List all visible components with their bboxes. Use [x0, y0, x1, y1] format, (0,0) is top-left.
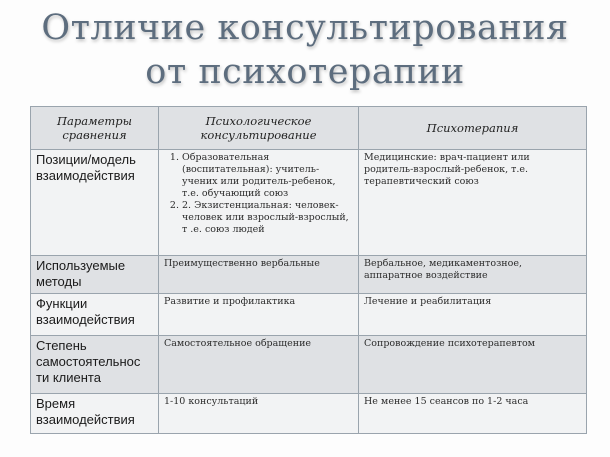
- comparison-table: [30, 106, 587, 434]
- list-item: 2. 2. Экзистенциальная: человек-человек или взрослый-взрослый, т .е. союз людей: [182, 200, 353, 236]
- row-psychotherapy: Вербальное, медикаментозное, аппаратное воздействие: [359, 256, 587, 294]
- list-item: 1. Образовательная (воспитательная): учитель-учених или родитель-ребенок, т.е. обучающий союз: [182, 152, 353, 200]
- table-row: [31, 394, 587, 434]
- row-consulting: Самостоятельное обращение: [159, 336, 359, 394]
- title-line-2: от психотерапии: [145, 52, 465, 92]
- row-psychotherapy: Сопровождение психотерапевтом: [359, 336, 587, 394]
- page-title: [0, 6, 610, 94]
- consulting-model-list: [164, 152, 353, 236]
- header-psychotherapy: Психотерапия: [359, 107, 587, 150]
- row-consulting: Преимущественно вербальные: [159, 256, 359, 294]
- row-psychotherapy: Медицинские: врач-пациент или родитель-взрослый-ребенок, т.е. терапевтический союз: [359, 150, 587, 256]
- title-line-1: Отличие консультирования: [41, 8, 569, 48]
- row-parameter: Используемые методы: [31, 256, 159, 294]
- row-psychotherapy: Лечение и реабилитация: [359, 294, 587, 336]
- table-row: [31, 336, 587, 394]
- row-parameter: Позиции/модель взаимодействия: [31, 150, 159, 256]
- table-row: [31, 256, 587, 294]
- row-psychotherapy: Не менее 15 сеансов по 1-2 часа: [359, 394, 587, 434]
- table-row: [31, 150, 587, 256]
- row-parameter: Функции взаимодействия: [31, 294, 159, 336]
- row-parameter: Время взаимодействия: [31, 394, 159, 434]
- header-parameters: Параметры сравнения: [31, 107, 159, 150]
- row-consulting: 1-10 консультаций: [159, 394, 359, 434]
- table-header-row: [31, 107, 587, 150]
- row-parameter: Степень самостоятельнос ти клиента: [31, 336, 159, 394]
- row-consulting: Развитие и профилактика: [159, 294, 359, 336]
- row-consulting: [159, 150, 359, 256]
- table-row: [31, 294, 587, 336]
- header-consulting: Психологическое консультирование: [159, 107, 359, 150]
